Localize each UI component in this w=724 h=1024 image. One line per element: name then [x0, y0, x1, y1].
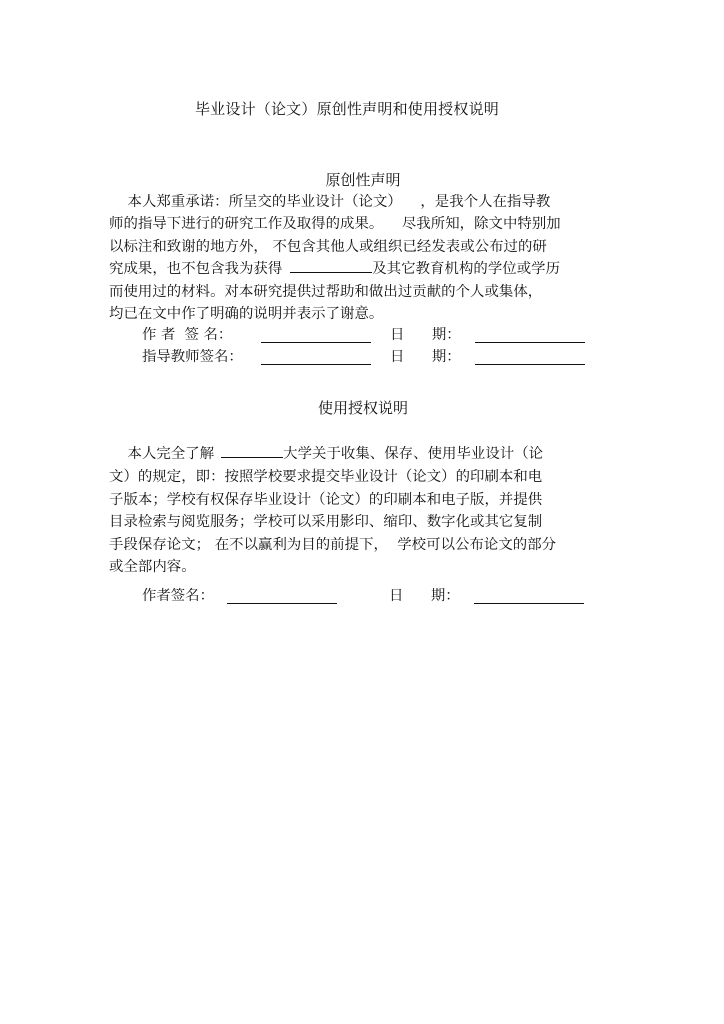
university-blank	[221, 444, 283, 458]
author-signature-label: 作 者 签 名：	[142, 327, 233, 343]
authorization-line-5: 手段保存论文； 在不以赢利为目的前提下， 学校可以公布论文的部分	[109, 537, 557, 553]
authorization-line-1-start: 本人完全了解	[109, 446, 215, 462]
degree-blank	[290, 259, 372, 273]
originality-line-3: 以标注和致谢的地方外， 不包含其他人或组织已经发表或公布过的研	[109, 239, 547, 255]
authorization-date-line	[474, 603, 584, 604]
originality-line-1: 本人郑重承诺：所呈交的毕业设计（论文） ，是我个人在指导教	[109, 194, 551, 210]
authorization-date-label: 日 期：	[389, 588, 460, 604]
originality-line-5: 而使用过的材料。对本研究提供过帮助和做出过贡献的个人或集体，	[109, 284, 543, 300]
advisor-signature-line	[261, 364, 371, 365]
authorization-author-line	[227, 603, 337, 604]
author-signature-line	[261, 342, 371, 343]
authorization-line-2: 文）的规定，即：按照学校要求提交毕业设计（论文）的印刷本和电	[109, 469, 543, 485]
originality-line-6: 均已在文中作了明确的说明并表示了谢意。	[109, 306, 384, 322]
authorization-heading: 使用授权说明	[317, 399, 408, 417]
authorization-line-1	[109, 444, 629, 464]
authorization-line-3: 子版本；学校有权保存毕业设计（论文）的印刷本和电子版，并提供	[109, 492, 543, 508]
authorization-line-6: 或全部内容。	[109, 559, 196, 575]
originality-line-2: 师的指导下进行的研究工作及取得的成果。 尽我所知，除文中特别加	[109, 216, 561, 232]
advisor-date-line	[475, 364, 585, 365]
originality-line-4-end: 及其它教育机构的学位或学历	[372, 261, 561, 277]
author-date-line	[475, 342, 585, 343]
author-date-label: 日 期：	[390, 327, 461, 343]
originality-heading: 原创性声明	[325, 171, 401, 189]
advisor-signature-label: 指导教师签名：	[142, 349, 243, 365]
authorization-author-label: 作者签名：	[142, 588, 214, 604]
authorization-line-1-end: 大学关于收集、保存、使用毕业设计（论	[283, 446, 544, 462]
authorization-line-4: 目录检索与阅览服务；学校可以采用影印、缩印、数字化或其它复制	[109, 514, 543, 530]
advisor-date-label: 日 期：	[390, 349, 461, 365]
document-title: 毕业设计（论文）原创性声明和使用授权说明	[194, 100, 499, 118]
originality-line-4-start: 究成果，也不包含我为获得	[109, 261, 283, 277]
originality-line-4	[109, 259, 629, 279]
